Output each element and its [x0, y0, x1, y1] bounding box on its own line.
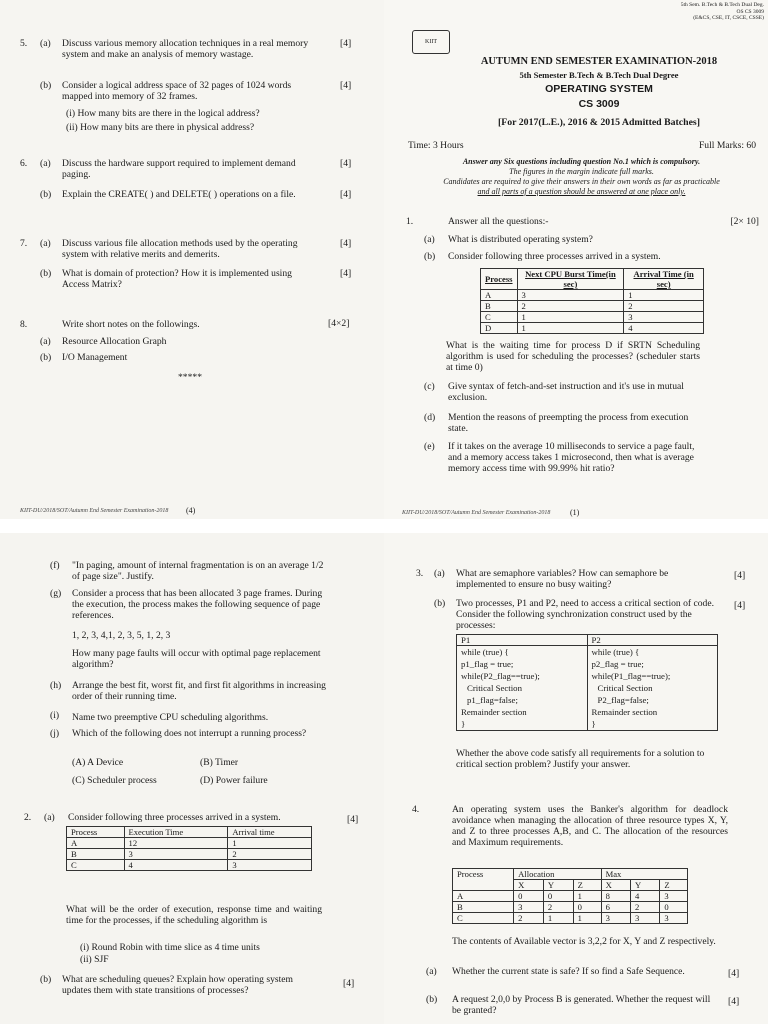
q2b-label: (b): [40, 974, 52, 985]
table-row: [67, 849, 312, 860]
table-cell: 1: [517, 312, 624, 323]
q3b-text: Two processes, P1 and P2, need to access a critical section of code. Consider the following synchronization construct used by the processes:: [456, 598, 715, 631]
table-row: [481, 323, 704, 334]
table-cell: 3: [630, 913, 659, 924]
q8-text: Write short notes on the followings.: [62, 319, 200, 330]
th-process: Process: [481, 269, 518, 290]
table-header-row: [457, 635, 718, 646]
q5b-label: (b): [40, 80, 52, 91]
q2-number: 2.: [24, 812, 32, 823]
th-allocation: Allocation: [514, 869, 601, 880]
table-cell: 1: [573, 891, 601, 902]
table-row: [67, 860, 312, 871]
footer-text: KIIT-DU/2018/SOT/Autumn End Semester Examination-2018: [402, 510, 551, 516]
table-cell: C: [481, 312, 518, 323]
table-cell: 0: [543, 891, 573, 902]
page-number: (4): [186, 506, 196, 515]
logo-text: KIIT: [425, 39, 437, 45]
corner-line-3: (E&CS, CSE, IT, CSCE, CSSE): [693, 15, 764, 21]
subject-name: OPERATING SYSTEM: [545, 83, 653, 95]
table-row: [457, 706, 718, 718]
q5b-ii: (ii) How many bits are there in physical address?: [66, 122, 255, 133]
course-code: CS 3009: [578, 98, 620, 110]
q8-marks: [4×2]: [328, 318, 350, 329]
q1j-text: Which of the following does not interrupt a running process?: [72, 728, 307, 739]
q6a-text: Discuss the hardware support required to implement demand paging.: [62, 158, 296, 180]
q3b-question: Whether the above code satisfy all requirements for a solution to critical section problem? Justify your answer.: [456, 748, 705, 770]
table-cell: C: [453, 913, 514, 924]
q7a-text: Discuss various file allocation methods used by the operating system with relative merits and demerits.: [62, 238, 298, 260]
q4-number: 4.: [412, 804, 420, 815]
table-cell: 4: [624, 323, 704, 334]
batches-line: [For 2017(L.E.), 2016 & 2015 Admitted Batches]: [498, 117, 700, 128]
q2a-question: What will be the order of execution, response time and waiting time for the processes, if the scheduling algorithm is: [66, 904, 322, 926]
q6a-label: (a): [40, 158, 51, 169]
instruction-4: and all parts of a question should be answered at one place only.: [477, 187, 686, 196]
q7b-label: (b): [40, 268, 52, 279]
th-max: Max: [601, 869, 687, 880]
table-cell: A: [481, 290, 518, 301]
table-cell: Remainder section: [587, 706, 718, 718]
table-cell: while (true) {: [587, 646, 718, 659]
table-cell: 1: [543, 913, 573, 924]
th-execution: Execution Time: [124, 827, 228, 838]
q2a-marks: [4]: [347, 814, 359, 825]
full-marks: Full Marks: 60: [698, 140, 756, 151]
q4b-text: A request 2,0,0 by Process B is generated. Whether the request will be granted?: [452, 994, 711, 1016]
instruction-2: The figures in the margin indicate full marks.: [509, 167, 654, 176]
q3-number: 3.: [416, 568, 424, 579]
q1j-option-c: (C) Scheduler process: [72, 775, 157, 786]
q8a-text: Resource Allocation Graph: [62, 336, 167, 347]
instruction-3: Candidates are required to give their answers in their own words as far as practicable: [443, 177, 720, 186]
q2a-process-table: [66, 826, 312, 871]
table-cell: 3: [228, 860, 312, 871]
q4b-label: (b): [426, 994, 438, 1005]
q4-bankers-table: [452, 868, 688, 924]
table-row: [481, 301, 704, 312]
q6-number: 6.: [20, 158, 28, 169]
q1c-text: Give syntax of fetch-and-set instruction and it's use in mutual exclusion.: [448, 381, 684, 403]
table-row: [457, 670, 718, 682]
table-cell: Critical Section: [457, 682, 588, 694]
table-cell: B: [67, 849, 125, 860]
q1d-text: Mention the reasons of preempting the process from execution state.: [448, 412, 689, 434]
table-cell: 1: [228, 838, 312, 849]
q2a-text: Consider following three processes arrived in a system.: [68, 812, 281, 823]
table-cell: }: [457, 718, 588, 731]
table-cell: D: [481, 323, 518, 334]
table-cell: A: [67, 838, 125, 849]
table-row: [457, 658, 718, 670]
table-cell: p2_flag = true;: [587, 658, 718, 670]
q1i-text: Name two preemptive CPU scheduling algorithms.: [72, 712, 269, 723]
q3a-label: (a): [434, 568, 445, 579]
q1b-label: (b): [424, 251, 436, 262]
table-row: [453, 902, 688, 913]
th-arrival: Arrival time: [228, 827, 312, 838]
q5a-marks: [4]: [340, 38, 352, 49]
table-cell: Critical Section: [587, 682, 718, 694]
q1d-label: (d): [424, 412, 436, 423]
table-cell: 2: [228, 849, 312, 860]
q1-text: Answer all the questions:-: [448, 216, 549, 227]
q4-text: An operating system uses the Banker's algorithm for deadlock avoidance when managing the allocation of three resource types X, Y, and Z to three processes A,B, and C. The allocation of the resources and Maximum requirements.: [452, 804, 728, 848]
table-cell: while(P1_flag==true);: [587, 670, 718, 682]
table-row: [457, 682, 718, 694]
q1j-option-d: (D) Power failure: [200, 775, 268, 786]
table-cell: 2: [624, 301, 704, 312]
q1g-sequence: 1, 2, 3, 4,1, 2, 3, 5, 1, 2, 3: [72, 630, 171, 641]
q4a-label: (a): [426, 966, 437, 977]
q5b-text: Consider a logical address space of 32 pages of 1024 words mapped into memory of 32 frames.: [62, 80, 292, 102]
q5-number: 5.: [20, 38, 28, 49]
q1b-question: What is the waiting time for process D if SRTN Scheduling algorithm is used for scheduling the processes? (scheduler starts at time 0): [446, 340, 700, 373]
q2b-marks: [4]: [343, 978, 355, 989]
end-stars: *****: [178, 372, 202, 383]
table-cell: 12: [124, 838, 228, 849]
table-cell: 0: [660, 902, 688, 913]
th-sub: Y: [543, 880, 573, 891]
q6a-marks: [4]: [340, 158, 352, 169]
q1h-text: Arrange the best fit, worst fit, and first fit algorithms in increasing order of their running time.: [72, 680, 326, 702]
page-top-left: [0, 0, 384, 526]
table-row: [457, 694, 718, 706]
q1a-label: (a): [424, 234, 435, 245]
q6b-marks: [4]: [340, 189, 352, 200]
corner-line-1: 5th Sem. B.Tech & B.Tech Dual Deg.: [680, 2, 764, 8]
table-cell: 8: [601, 891, 630, 902]
q6b-label: (b): [40, 189, 52, 200]
table-row: [481, 290, 704, 301]
table-cell: 3: [601, 913, 630, 924]
q1f-text: "In paging, amount of internal fragmentation is on an average 1/2 of page size". Justify.: [72, 560, 324, 582]
page-gap: [0, 519, 768, 533]
q3a-text: What are semaphore variables? How can semaphore be implemented to ensure no busy waiting?: [456, 568, 669, 590]
table-cell: p1_flag = true;: [457, 658, 588, 670]
table-cell: 2: [630, 902, 659, 913]
table-cell: 2: [517, 301, 624, 312]
q7a-marks: [4]: [340, 238, 352, 249]
q8a-label: (a): [40, 336, 51, 347]
table-cell: p1_flag=false;: [457, 694, 588, 706]
th-p2: P2: [587, 635, 718, 646]
table-cell: Remainder section: [457, 706, 588, 718]
q3a-marks: [4]: [734, 570, 746, 581]
instruction-1: Answer any Six questions including question No.1 which is compulsory.: [462, 157, 701, 166]
table-cell: while(P2_flag==true);: [457, 670, 588, 682]
footer-text: KIIT-DU/2018/SOT/Autumn End Semester Examination-2018: [20, 508, 169, 514]
table-cell: 1: [517, 323, 624, 334]
q7b-text: What is domain of protection? How it is implemented using Access Matrix?: [62, 268, 292, 290]
table-cell: 3: [514, 902, 544, 913]
th-arrival: Arrival Time (in sec): [624, 269, 704, 290]
q2b-text: What are scheduling queues? Explain how operating system updates them with state transitions of processes?: [62, 974, 293, 996]
time-label: Time: 3 Hours: [408, 140, 464, 151]
semester-line: 5th Semester B.Tech & B.Tech Dual Degree: [519, 70, 679, 80]
th-p1: P1: [457, 635, 588, 646]
q5b-i: (i) How many bits are there in the logical address?: [66, 108, 260, 119]
table-cell: B: [453, 902, 514, 913]
page-top-right: [384, 0, 768, 526]
q7a-label: (a): [40, 238, 51, 249]
q7b-marks: [4]: [340, 268, 352, 279]
q1c-label: (c): [424, 381, 435, 392]
q5a-text: Discuss various memory allocation techniques in a real memory system and make an analysis of memory wastage.: [62, 38, 309, 60]
table-cell: 0: [514, 891, 544, 902]
table-cell: C: [67, 860, 125, 871]
exam-title: AUTUMN END SEMESTER EXAMINATION-2018: [480, 56, 718, 67]
q1h-label: (h): [50, 680, 62, 691]
page-bottom-left: [0, 526, 384, 1024]
th-burst: Next CPU Burst Time(in sec): [517, 269, 624, 290]
table-cell: A: [453, 891, 514, 902]
table-cell: 1: [624, 290, 704, 301]
q4-available: The contents of Available vector is 3,2,2 for X, Y and Z respectively.: [452, 936, 716, 947]
q4b-marks: [4]: [728, 996, 740, 1007]
q1j-option-a: (A) A Device: [72, 757, 124, 768]
table-row: [453, 913, 688, 924]
q1-number: 1.: [406, 216, 414, 227]
table-cell: 2: [514, 913, 544, 924]
table-row: [67, 838, 312, 849]
q1g-label: (g): [50, 588, 62, 599]
q8b-label: (b): [40, 352, 52, 363]
q2a-i: (i) Round Robin with time slice as 4 time units: [80, 942, 260, 953]
table-header-row: [453, 869, 688, 880]
q2a-ii: (ii) SJF: [80, 954, 109, 965]
table-header-row: [67, 827, 312, 838]
q4a-marks: [4]: [728, 968, 740, 979]
table-row: [457, 718, 718, 731]
table-cell: 1: [573, 913, 601, 924]
q7-number: 7.: [20, 238, 28, 249]
q8-number: 8.: [20, 319, 28, 330]
th-sub: Y: [630, 880, 659, 891]
th-process: Process: [453, 869, 514, 891]
q3b-sync-table: [456, 634, 718, 731]
q1g-text: Consider a process that has been allocated 3 page frames. During the execution, the process makes the following sequence of page references.: [72, 588, 323, 621]
q3b-marks: [4]: [734, 600, 746, 611]
table-row: [481, 312, 704, 323]
q1j-label: (j): [50, 728, 60, 739]
table-cell: 3: [517, 290, 624, 301]
q1f-label: (f): [50, 560, 60, 571]
table-cell: 0: [573, 902, 601, 913]
table-cell: 4: [630, 891, 659, 902]
th-sub: X: [601, 880, 630, 891]
q3b-label: (b): [434, 598, 446, 609]
page-number: (1): [570, 508, 580, 517]
th-sub: Z: [573, 880, 601, 891]
table-cell: }: [587, 718, 718, 731]
corner-note: [644, 2, 764, 22]
table-cell: 3: [124, 849, 228, 860]
table-cell: 4: [124, 860, 228, 871]
corner-line-2: OS CS 3009: [736, 8, 764, 15]
th-process: Process: [67, 827, 125, 838]
q1b-text: Consider following three processes arrived in a system.: [448, 251, 661, 262]
q5b-marks: [4]: [340, 80, 352, 91]
table-cell: 2: [543, 902, 573, 913]
table-cell: 3: [624, 312, 704, 323]
q1g-question: How many page faults will occur with optimal page replacement algorithm?: [72, 648, 321, 670]
table-row: [457, 646, 718, 659]
q1a-text: What is distributed operating system?: [448, 234, 593, 245]
page-bottom-right: [384, 526, 768, 1024]
q1b-process-table: [480, 268, 704, 334]
table-row: [453, 891, 688, 902]
q2a-label: (a): [44, 812, 55, 823]
table-header-row: [481, 269, 704, 290]
q1i-label: (i): [50, 710, 60, 721]
th-sub: Z: [660, 880, 688, 891]
q6b-text: Explain the CREATE( ) and DELETE( ) operations on a file.: [62, 189, 296, 200]
q8b-text: I/O Management: [62, 352, 128, 363]
table-cell: while (true) {: [457, 646, 588, 659]
table-cell: 6: [601, 902, 630, 913]
q1e-label: (e): [424, 441, 435, 452]
q4a-text: Whether the current state is safe? If so find a Safe Sequence.: [452, 966, 685, 977]
q1-marks: [2× 10]: [730, 216, 759, 227]
table-cell: 3: [660, 891, 688, 902]
table-cell: B: [481, 301, 518, 312]
university-logo: [412, 30, 450, 54]
th-sub: X: [514, 880, 544, 891]
table-cell: 3: [660, 913, 688, 924]
q1j-option-b: (B) Timer: [200, 757, 239, 768]
table-cell: P2_flag=false;: [587, 694, 718, 706]
q1e-text: If it takes on the average 10 milliseconds to service a page fault, and a memory access takes 1 microsecond, then what is average memory access time with 99.99% hit ratio?: [448, 441, 695, 474]
q5a-label: (a): [40, 38, 51, 49]
